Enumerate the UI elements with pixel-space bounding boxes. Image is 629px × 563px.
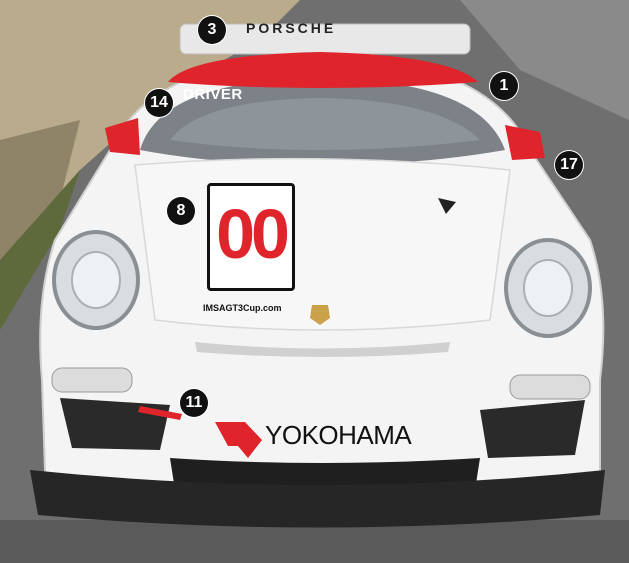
- callout-3: 3: [198, 16, 226, 44]
- hood: [135, 159, 510, 330]
- race-number: 00: [216, 195, 286, 273]
- right-headlight-inner: [524, 260, 572, 316]
- left-fog-light: [52, 368, 132, 392]
- left-headlight-inner: [72, 252, 120, 308]
- roof-text: PORSCHE: [246, 20, 337, 36]
- callout-1: 1: [490, 72, 518, 100]
- left-air-intake: [60, 398, 170, 450]
- website-decal: IMSAGT3Cup.com: [203, 303, 282, 313]
- callout-8: 8: [167, 197, 195, 225]
- race-number-panel: [207, 183, 295, 291]
- callout-14: 14: [145, 89, 173, 117]
- right-fog-light: [510, 375, 590, 399]
- sponsor-decal: YOKOHAMA: [265, 420, 412, 450]
- driver-label: DRIVER: [183, 86, 243, 103]
- callout-17: 17: [555, 151, 583, 179]
- callout-11: 11: [180, 389, 208, 417]
- right-air-intake: [480, 400, 585, 458]
